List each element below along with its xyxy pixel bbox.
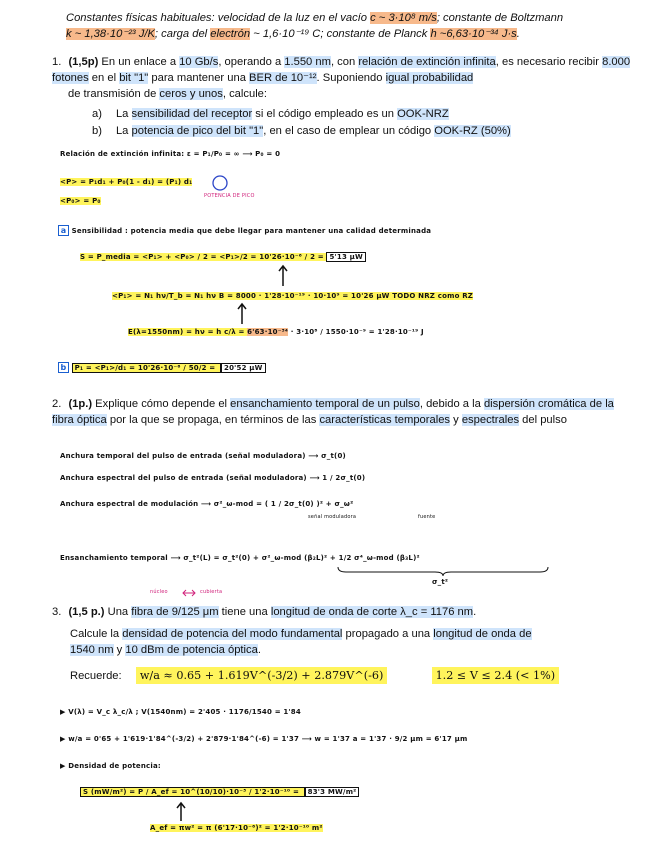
q1-b-label: b) xyxy=(92,125,102,137)
q2-text: Explique cómo depende el xyxy=(92,398,231,410)
label-cubierta: cubierta xyxy=(200,589,223,595)
boltzmann-constant: k ~ 1,38·10⁻²³ J/K xyxy=(66,28,155,40)
hw2-spectral-width: Anchura espectral del pulso de entrada (señal moduladora) ⟶ 1 / 2σ_t(0) xyxy=(60,474,366,482)
q1-points: (1,5p) xyxy=(68,56,99,68)
hw1-energy-calc xyxy=(128,328,424,336)
q1-text: , con xyxy=(330,56,359,68)
hw1-extinction-line: Relación de extinción infinita: ε = P₁/P₀ = ∞ ⟶ P₀ = 0 xyxy=(60,150,281,158)
q3-text: Una xyxy=(104,606,132,618)
underbrace-icon xyxy=(338,566,548,576)
hw2-sigma-note: σ_t² xyxy=(432,578,449,586)
q2-highlight-4: espectrales xyxy=(461,414,520,426)
answer-b-marker: b xyxy=(58,362,69,373)
q3-text: . xyxy=(473,606,477,618)
hw1-p1-calc xyxy=(112,292,473,300)
circle-mark-icon xyxy=(212,175,228,191)
q3-number: 3. xyxy=(52,606,62,618)
mode-field-formula: w/a ≈ 0.65 + 1.619V^(-3/2) + 2.879V^(-6) xyxy=(136,667,388,684)
hw2-note-fuente: fuente xyxy=(418,514,436,520)
q1-wavelength: 1.550 nm xyxy=(284,56,331,68)
q3-wavelength-value: 1540 nm xyxy=(70,644,114,656)
hw3-area-formula: A_ef = πw² = π (6'17·10⁻⁶)² = 1'2·10⁻¹⁰ m² xyxy=(150,824,323,832)
q1-a-code: OOK-NRZ xyxy=(397,108,449,120)
q3-reminder xyxy=(70,668,559,684)
q1-a-text: La xyxy=(115,108,132,120)
hw1-p0-line xyxy=(60,197,101,205)
q1-a-label: a) xyxy=(92,108,102,120)
planck-constant: h ~6,63·10⁻³⁴ J·s xyxy=(430,28,517,40)
q1-ber: BER de 10⁻¹² xyxy=(249,72,317,84)
arrow-up-icon xyxy=(278,264,288,288)
q2-number: 2. xyxy=(52,398,62,410)
hw1-p1-formula: <P₁> = N₁ hν/T_b = N₁ hν B = 8000 · 1'28·10⁻¹⁹ · 10·10⁹ = 10'26 μW TODO NRZ como RZ xyxy=(112,292,474,300)
hw1-peak-note: POTENCIA DE PICO xyxy=(204,193,255,199)
q3-text: . xyxy=(257,644,261,656)
hw1-energy-formula: E(λ=1550nm) = hν = h c/λ = xyxy=(128,328,248,336)
hw1-s-result: 5'13 μW xyxy=(326,252,365,262)
hw1-avg-power-line xyxy=(60,178,192,186)
hw1-sensitivity-line xyxy=(58,225,431,236)
q2-highlight-2: dispersión cromática de la fibra óptica xyxy=(52,398,614,426)
q1-a-text: si el código empleado es un xyxy=(252,108,398,120)
q1-b-text: La xyxy=(115,125,132,137)
q1-text: En un enlace a xyxy=(98,56,180,68)
q3-wavelength: longitud de onda de xyxy=(433,628,532,640)
q3-request xyxy=(70,626,636,658)
hw1-planck-value: 6'63·10⁻³⁴ xyxy=(247,328,289,336)
q3-points: (1,5 p.) xyxy=(68,606,105,618)
question-2 xyxy=(52,396,632,428)
constants-text: . xyxy=(516,28,520,40)
hw3-w-formula: w/a = 0'65 + 1'619·1'84^(-3/2) + 2'879·1'84^(-6) = 1'37 ⟶ w = 1'37 a = 1'37 · 9/2 μm = 6'17 μm xyxy=(68,735,468,743)
hw1-peak-calc xyxy=(58,362,266,373)
hw1-sensitivity-calc xyxy=(80,253,366,261)
q2-text: y xyxy=(450,414,462,426)
constants-text: ; constante de Boltzmann xyxy=(436,12,564,24)
hw1-sensitivity-def: Sensibilidad : potencia media que debe llegar para mantener una calidad determinada xyxy=(71,227,432,235)
light-speed: c ~ 3·10⁸ m/s xyxy=(370,12,437,24)
q1-subitem-b xyxy=(92,123,511,139)
arrow-up-icon xyxy=(237,302,247,326)
hw1-energy-rest: · 3·10⁸ / 1550·10⁻⁹ = 1'28·10⁻¹⁹ J xyxy=(288,328,424,336)
q1-number: 1. xyxy=(52,56,62,68)
q2-highlight-3: características temporales xyxy=(319,414,451,426)
constants-text: ; carga del xyxy=(154,28,211,40)
q1-bitrate: 10 Gb/s xyxy=(179,56,219,68)
q1-text: , es necesario recibir xyxy=(495,56,603,68)
hw2-temporal-width: Anchura temporal del pulso de entrada (señal moduladora) ⟶ σ_t(0) xyxy=(60,452,346,460)
q3-power: 10 dBm de potencia óptica xyxy=(125,644,258,656)
q1-zeros: ceros y unos xyxy=(159,88,223,100)
label-nucleo: núcleo xyxy=(150,589,168,595)
q1-a-highlight: sensibilidad del receptor xyxy=(131,108,253,120)
q1-b-highlight: potencia de pico del bit "1" xyxy=(131,125,264,137)
hw3-w-calc: ▶ w/a = 0'65 + 1'619·1'84^(-3/2) + 2'879·1'84^(-6) = 1'37 ⟶ w = 1'37 a = 1'37 · 9/2 μm = 6'17 μm xyxy=(60,735,468,743)
double-arrow-icon xyxy=(182,589,196,597)
hw3-area-calc xyxy=(150,824,323,832)
hw2-broadening: Ensanchamiento temporal ⟶ σ_t²(L) = σ_t²(0) + σ²_ω-mod (β₂L)² + 1/2 σ⁴_ω-mod (β₃L)² xyxy=(60,554,420,562)
constants-text: ; constante de Planck xyxy=(320,28,431,40)
q1-b-code: OOK-RZ (50%) xyxy=(434,125,511,137)
hw1-s-formula: S = P_media = <P₁> + <P₀> / 2 = <P₁>/2 = 10'26·10⁻⁶ / 2 = xyxy=(80,253,327,261)
q1-subitem-a xyxy=(92,106,449,122)
hw3-density-title: ▶ Densidad de potencia: xyxy=(60,762,161,770)
hw3-density-formula: S (mW/m²) = P / A_ef = 10^(10/10)·10⁻³ / 1'2·10⁻¹⁰ = xyxy=(80,787,305,797)
q2-points: (1p.) xyxy=(68,398,93,410)
q1-text: , operando a xyxy=(218,56,285,68)
q3-cutoff: longitud de onda de corte λ_c = 1176 nm xyxy=(270,606,474,618)
hw1-p0: <P₀> = P₀ xyxy=(60,197,101,205)
q1-probability: igual probabilidad xyxy=(385,72,474,84)
q1-bit1: bit "1" xyxy=(119,72,149,84)
hw2-note-moduladora: señal moduladora xyxy=(308,514,357,520)
question-3 xyxy=(52,604,632,620)
arrow-up-icon xyxy=(176,801,186,823)
electron-word: electrón xyxy=(210,28,251,40)
q2-text: por la que se propaga, en términos de las xyxy=(106,414,320,426)
hw1-avg-power: <P> = P₁d₁ + P₀(1 - d₁) = (P₁) d₁ xyxy=(60,178,193,186)
hw3-v-formula: V(λ) = V_c λ_c/λ ; V(1540nm) = 2'405 · 1176/1540 = 1'84 xyxy=(68,708,301,716)
hw3-density-label: Densidad de potencia: xyxy=(68,762,161,770)
hw2-modulation-width: Anchura espectral de modulación ⟶ σ²_ω-mod = ( 1 / 2σ_t(0) )² + σ_ω² xyxy=(60,500,354,508)
answer-a-marker: a xyxy=(58,225,69,236)
reminder-label: Recuerde: xyxy=(70,670,122,682)
q1-text: para mantener una xyxy=(148,72,250,84)
hw1-peak-result: 20'52 μW xyxy=(221,363,266,373)
q2-text: , debido a la xyxy=(419,398,484,410)
q1-extinction: relación de extinción infinita xyxy=(358,56,496,68)
constants-text: Constantes físicas habituales: velocidad de la luz en el vacío xyxy=(66,12,371,24)
q2-highlight-1: ensanchamiento temporal de un pulso xyxy=(230,398,420,410)
q3-text: propagado a una xyxy=(342,628,434,640)
q3-text: tiene una xyxy=(218,606,271,618)
hw3-v-calc: ▶ V(λ) = V_c λ_c/λ ; V(1540nm) = 2'405 · 1176/1540 = 1'84 xyxy=(60,708,301,716)
q3-density: densidad de potencia del modo fundamental xyxy=(122,628,343,640)
electron-charge: ~ 1,6·10⁻¹⁹ C xyxy=(250,28,321,40)
q1-text: . Suponiendo xyxy=(316,72,386,84)
q1-text: , calcule: xyxy=(222,88,268,100)
formula-validity-range: 1.2 ≤ V ≤ 2.4 (< 1%) xyxy=(432,667,560,684)
q3-text: y xyxy=(113,644,126,656)
q1-photons: 8.000 fotones xyxy=(52,56,631,84)
q1-text: de transmisión de xyxy=(68,88,160,100)
hw1-peak-formula: P₁ = <P₁>/d₁ = 10'26·10⁻⁶ / 50/2 = xyxy=(72,363,221,373)
q1-text: en el xyxy=(88,72,120,84)
constants-note xyxy=(66,10,630,42)
q3-text: Calcule la xyxy=(70,628,123,640)
q2-text: del pulso xyxy=(519,414,567,426)
hw3-density-result: 83'3 MW/m² xyxy=(305,787,360,797)
hw3-density-calc xyxy=(80,788,359,796)
question-1 xyxy=(52,54,632,102)
q3-fiber: fibra de 9/125 μm xyxy=(131,606,219,618)
q1-b-text: , en el caso de emplear un código xyxy=(263,125,435,137)
